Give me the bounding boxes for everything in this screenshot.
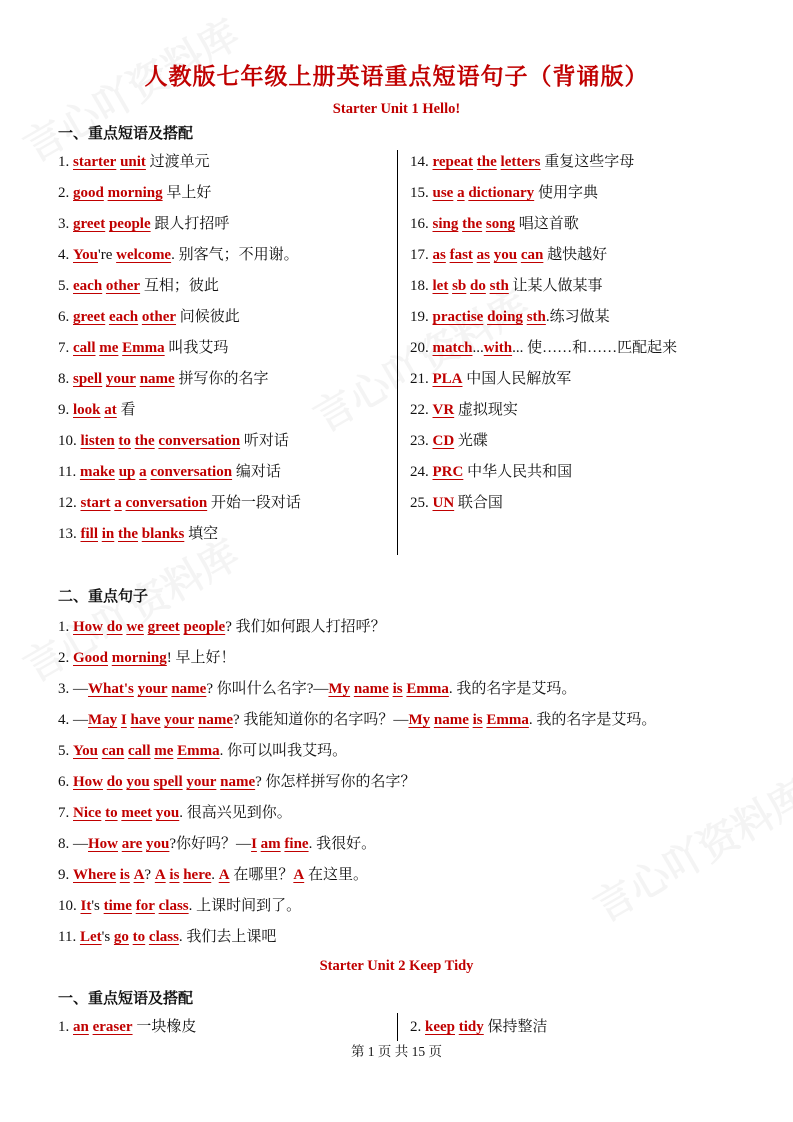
text-segment: 1. xyxy=(58,154,73,170)
key-word: a xyxy=(139,464,147,480)
text-segment: ? xyxy=(144,867,155,883)
text-segment: . 上课时间到了。 xyxy=(188,898,302,914)
text-segment: 中华人民共和国 xyxy=(463,464,573,480)
phrase-item xyxy=(410,243,607,264)
text-segment: 24. xyxy=(410,464,433,480)
text-segment: ?你好吗？— xyxy=(169,836,252,852)
key-word: conversation xyxy=(158,433,241,449)
key-word: sing xyxy=(432,216,459,232)
key-word: class xyxy=(158,898,189,914)
text-segment: 12. xyxy=(58,495,81,511)
text-segment: 早上好 xyxy=(162,185,212,201)
text-segment: 跟人打招呼 xyxy=(150,216,230,232)
text-segment: 2. xyxy=(58,185,73,201)
key-word: Nice xyxy=(73,805,102,821)
key-word: your xyxy=(164,712,195,728)
key-word: fine xyxy=(284,836,309,852)
text-segment: 填空 xyxy=(184,526,219,542)
unit2-phrases-heading: 一、重点短语及搭配 xyxy=(58,991,194,1007)
text-segment: 中国人民解放军 xyxy=(462,371,572,387)
key-word: name xyxy=(353,681,389,697)
key-word: a xyxy=(114,495,122,511)
text-segment: 11. xyxy=(58,464,80,480)
key-word: go xyxy=(113,929,129,945)
unit2-heading: Starter Unit 2 Keep Tidy xyxy=(319,958,474,974)
text-segment: 越快越好 xyxy=(543,247,608,263)
key-word: How xyxy=(73,619,103,635)
phrase-item xyxy=(58,367,268,388)
key-word: am xyxy=(260,836,281,852)
sentence-item xyxy=(58,801,292,822)
text-segment: . 我很好。 xyxy=(308,836,377,852)
text-segment: 's xyxy=(91,898,104,914)
key-word: up xyxy=(118,464,136,480)
sentence-item xyxy=(58,925,276,946)
key-word: I xyxy=(120,712,127,728)
phrase-item xyxy=(410,491,503,512)
text-segment: 2. xyxy=(58,650,73,666)
key-word: welcome xyxy=(116,247,172,263)
phrase-item xyxy=(410,274,603,295)
key-word: You xyxy=(73,247,99,263)
key-word: keep xyxy=(425,1019,455,1035)
key-word: It xyxy=(80,898,92,914)
text-segment: 8. xyxy=(58,371,73,387)
key-word: Emma xyxy=(177,743,220,759)
key-word: repeat xyxy=(432,154,474,170)
text-segment: 19. xyxy=(410,309,433,325)
key-word: My xyxy=(408,712,431,728)
key-word: CD xyxy=(432,433,455,449)
key-word: with xyxy=(483,340,513,356)
key-word: is xyxy=(169,867,180,883)
key-word: UN xyxy=(432,495,455,511)
phrase-item xyxy=(58,1015,196,1036)
watermark xyxy=(12,524,248,693)
key-word: meet xyxy=(121,805,153,821)
key-word: let xyxy=(432,278,449,294)
key-word: Where xyxy=(73,867,117,883)
key-word: I xyxy=(251,836,257,852)
key-word: Emma xyxy=(122,340,165,356)
text-segment: 16. xyxy=(410,216,433,232)
key-word: is xyxy=(119,867,130,883)
text-segment: 开始一段对话 xyxy=(207,495,301,511)
key-word: spell xyxy=(153,774,183,790)
key-word: start xyxy=(80,495,111,511)
text-segment: 23. xyxy=(410,433,433,449)
key-word: fast xyxy=(449,247,473,263)
key-word: here xyxy=(183,867,212,883)
phrase-item xyxy=(410,429,488,450)
text-segment: 10. xyxy=(58,433,81,449)
text-segment: 编对话 xyxy=(232,464,281,480)
key-word: eraser xyxy=(92,1019,133,1035)
key-word: Good xyxy=(73,650,109,666)
key-word: you xyxy=(493,247,518,263)
unit1-sentences-heading: 二、重点句子 xyxy=(58,589,149,605)
phrase-item xyxy=(58,429,289,450)
key-word: You xyxy=(73,743,99,759)
key-word: other xyxy=(105,278,141,294)
key-word: A xyxy=(133,867,145,883)
text-segment: 9. xyxy=(58,402,73,418)
text-segment: 6. xyxy=(58,774,73,790)
phrase-item xyxy=(58,522,218,543)
key-word: your xyxy=(137,681,168,697)
text-segment: ... 使……和……匹配起来 xyxy=(512,340,678,356)
key-word: is xyxy=(392,681,403,697)
phrase-item xyxy=(410,336,677,357)
phrase-item xyxy=(410,212,579,233)
phrase-item xyxy=(58,150,210,171)
text-segment: 22. xyxy=(410,402,433,418)
text-segment: 问候彼此 xyxy=(176,309,240,325)
text-segment: 13. xyxy=(58,526,81,542)
text-segment: 1. xyxy=(58,619,73,635)
text-segment: 1. xyxy=(58,1019,73,1035)
key-word: are xyxy=(121,836,143,852)
text-segment: . 很高兴见到你。 xyxy=(179,805,292,821)
text-segment: 5. xyxy=(58,278,73,294)
text-segment: 11. xyxy=(58,929,80,945)
key-word: Emma xyxy=(486,712,529,728)
key-word: greet xyxy=(73,216,106,232)
key-word: to xyxy=(132,929,146,945)
key-word: conversation xyxy=(150,464,233,480)
text-segment: ? 我们如何跟人打招呼？ xyxy=(225,619,386,635)
key-word: you xyxy=(146,836,170,852)
phrase-item xyxy=(410,305,610,326)
text-segment: 7. xyxy=(58,340,73,356)
key-word: me xyxy=(99,340,119,356)
text-segment: .练习做某 xyxy=(545,309,610,325)
key-word: the xyxy=(462,216,483,232)
key-word: How xyxy=(88,836,118,852)
page-footer: 第 1 页 共 15 页 xyxy=(350,1044,443,1059)
key-word: class xyxy=(148,929,179,945)
text-segment: ? 我能知道你的名字吗？— xyxy=(233,712,409,728)
text-segment: 4. — xyxy=(58,712,88,728)
text-segment: 17. xyxy=(410,247,433,263)
key-word: for xyxy=(135,898,155,914)
key-word: call xyxy=(128,743,151,759)
key-word: spell xyxy=(73,371,103,387)
text-segment: 21. xyxy=(410,371,433,387)
key-word: starter xyxy=(73,154,117,170)
phrase-item xyxy=(410,367,571,388)
key-word: conversation xyxy=(125,495,208,511)
key-word: dictionary xyxy=(468,185,535,201)
text-segment: 看 xyxy=(116,402,136,418)
key-word: sth xyxy=(526,309,546,325)
sentence-item xyxy=(58,894,301,915)
key-word: in xyxy=(101,526,115,542)
text-segment: 15. xyxy=(410,185,433,201)
key-word: unit xyxy=(120,154,146,170)
key-word: an xyxy=(73,1019,89,1035)
text-segment: 让某人做某事 xyxy=(508,278,603,294)
key-word: the xyxy=(118,526,139,542)
text-segment: 5. xyxy=(58,743,73,759)
text-segment: ? 你怎样拼写你的名字？ xyxy=(255,774,416,790)
key-word: greet xyxy=(73,309,106,325)
text-segment: 过渡单元 xyxy=(145,154,210,170)
key-word: use xyxy=(432,185,454,201)
text-segment: 在这里。 xyxy=(304,867,368,883)
key-word: name xyxy=(220,774,256,790)
phrase-item xyxy=(58,181,211,202)
key-word: time xyxy=(103,898,132,914)
key-word: name xyxy=(433,712,469,728)
sentence-item xyxy=(58,615,386,636)
text-segment: 9. xyxy=(58,867,73,883)
text-segment: 在哪里？ xyxy=(229,867,294,883)
key-word: do xyxy=(470,278,486,294)
key-word: your xyxy=(186,774,217,790)
key-word: Let xyxy=(79,929,102,945)
text-segment: 重复这些字母 xyxy=(540,154,635,170)
key-word: A xyxy=(293,867,305,883)
page-title: 人教版七年级上册英语重点短语句子（背诵版） xyxy=(144,64,649,89)
key-word: each xyxy=(108,309,139,325)
text-segment: 4. xyxy=(58,247,73,263)
phrase-item xyxy=(58,491,301,512)
text-segment: . xyxy=(211,867,219,883)
key-word: can xyxy=(520,247,544,263)
text-segment: 7. xyxy=(58,805,73,821)
text-segment: 10. xyxy=(58,898,81,914)
text-segment: ... xyxy=(472,340,484,356)
text-segment: 互相；彼此 xyxy=(140,278,219,294)
key-word: sb xyxy=(452,278,467,294)
key-word: you xyxy=(126,774,150,790)
key-word: May xyxy=(88,712,118,728)
text-segment: ! 早上好！ xyxy=(166,650,236,666)
key-word: listen xyxy=(80,433,115,449)
key-word: do xyxy=(106,619,123,635)
key-word: VR xyxy=(432,402,455,418)
column-divider xyxy=(397,150,398,555)
key-word: My xyxy=(328,681,351,697)
phrase-item xyxy=(58,243,299,264)
phrase-item xyxy=(58,398,136,419)
key-word: name xyxy=(171,681,207,697)
phrase-item xyxy=(58,212,229,233)
key-word: How xyxy=(73,774,103,790)
text-segment: 联合国 xyxy=(454,495,503,511)
key-word: other xyxy=(141,309,177,325)
key-word: can xyxy=(101,743,125,759)
key-word: at xyxy=(104,402,117,418)
phrase-item xyxy=(58,336,228,357)
text-segment: . 我们去上课吧 xyxy=(178,929,277,945)
key-word: to xyxy=(118,433,131,449)
key-word: make xyxy=(79,464,115,480)
phrase-item xyxy=(410,460,572,481)
phrase-item xyxy=(410,181,598,202)
key-word: letters xyxy=(500,154,541,170)
key-word: as xyxy=(476,247,491,263)
key-word: have xyxy=(130,712,161,728)
phrase-item xyxy=(58,305,240,326)
text-segment: . 你可以叫我艾玛。 xyxy=(219,743,348,759)
key-word: practise xyxy=(432,309,484,325)
key-word: match xyxy=(432,340,473,356)
text-segment: 25. xyxy=(410,495,433,511)
key-word: name xyxy=(198,712,234,728)
column-divider xyxy=(397,1013,398,1041)
key-word: A xyxy=(218,867,230,883)
text-segment: 3. — xyxy=(58,681,88,697)
key-word: call xyxy=(73,340,96,356)
key-word: greet xyxy=(147,619,180,635)
key-word: as xyxy=(432,247,446,263)
text-segment: 虚拟现实 xyxy=(454,402,518,418)
key-word: a xyxy=(457,185,465,201)
key-word: each xyxy=(73,278,103,294)
sentence-item xyxy=(58,770,416,791)
phrase-item xyxy=(410,1015,548,1036)
text-segment: 保持整洁 xyxy=(483,1019,548,1035)
text-segment: 听对话 xyxy=(240,433,289,449)
text-segment: 叫我艾玛 xyxy=(164,340,229,356)
text-segment: . 别客气；不用谢。 xyxy=(171,247,299,263)
text-segment: 20. xyxy=(410,340,433,356)
phrase-item xyxy=(58,274,219,295)
key-word: to xyxy=(105,805,118,821)
text-segment: 一块橡皮 xyxy=(132,1019,197,1035)
sentence-item xyxy=(58,739,347,760)
key-word: doing xyxy=(487,309,523,325)
text-segment: 18. xyxy=(410,278,433,294)
text-segment: ? 你叫什么名字?— xyxy=(206,681,329,697)
key-word: you xyxy=(155,805,180,821)
text-segment: 14. xyxy=(410,154,433,170)
text-segment: 3. xyxy=(58,216,73,232)
key-word: the xyxy=(476,154,497,170)
watermark xyxy=(582,764,793,933)
key-word: do xyxy=(106,774,123,790)
key-word: song xyxy=(485,216,516,232)
text-segment: 6. xyxy=(58,309,73,325)
sentence-item xyxy=(58,832,376,853)
text-segment: 's xyxy=(101,929,114,945)
text-segment: 8. — xyxy=(58,836,88,852)
sentence-item xyxy=(58,708,656,729)
phrase-item xyxy=(410,150,634,171)
key-word: PLA xyxy=(432,371,463,387)
key-word: name xyxy=(139,371,175,387)
key-word: the xyxy=(134,433,155,449)
text-segment: 使用字典 xyxy=(534,185,598,201)
sentence-item xyxy=(58,677,576,698)
key-word: me xyxy=(154,743,174,759)
text-segment: . 我的名字是艾玛。 xyxy=(528,712,657,728)
text-segment: 2. xyxy=(410,1019,425,1035)
text-segment: 拼写你的名字 xyxy=(174,371,269,387)
unit1-heading: Starter Unit 1 Hello! xyxy=(332,101,461,117)
key-word: tidy xyxy=(458,1019,484,1035)
key-word: morning xyxy=(107,185,163,201)
text-segment: 光碟 xyxy=(454,433,488,449)
key-word: PRC xyxy=(432,464,464,480)
text-segment: . 我的名字是艾玛。 xyxy=(448,681,577,697)
phrase-item xyxy=(410,398,518,419)
key-word: your xyxy=(105,371,136,387)
text-segment: 're xyxy=(98,247,113,263)
key-word: fill xyxy=(80,526,98,542)
key-word: morning xyxy=(111,650,167,666)
sentence-item xyxy=(58,863,368,884)
key-word: sth xyxy=(489,278,509,294)
key-word: people xyxy=(183,619,226,635)
key-word: Emma xyxy=(406,681,449,697)
key-word: we xyxy=(126,619,144,635)
key-word: people xyxy=(108,216,151,232)
key-word: is xyxy=(472,712,483,728)
phrase-item xyxy=(58,460,281,481)
key-word: blanks xyxy=(141,526,185,542)
key-word: good xyxy=(73,185,104,201)
key-word: What's xyxy=(88,681,134,697)
text-segment: 唱这首歌 xyxy=(515,216,579,232)
key-word: A xyxy=(154,867,166,883)
key-word: look xyxy=(73,402,101,418)
unit1-phrases-heading: 一、重点短语及搭配 xyxy=(58,126,194,142)
sentence-item xyxy=(58,646,236,667)
